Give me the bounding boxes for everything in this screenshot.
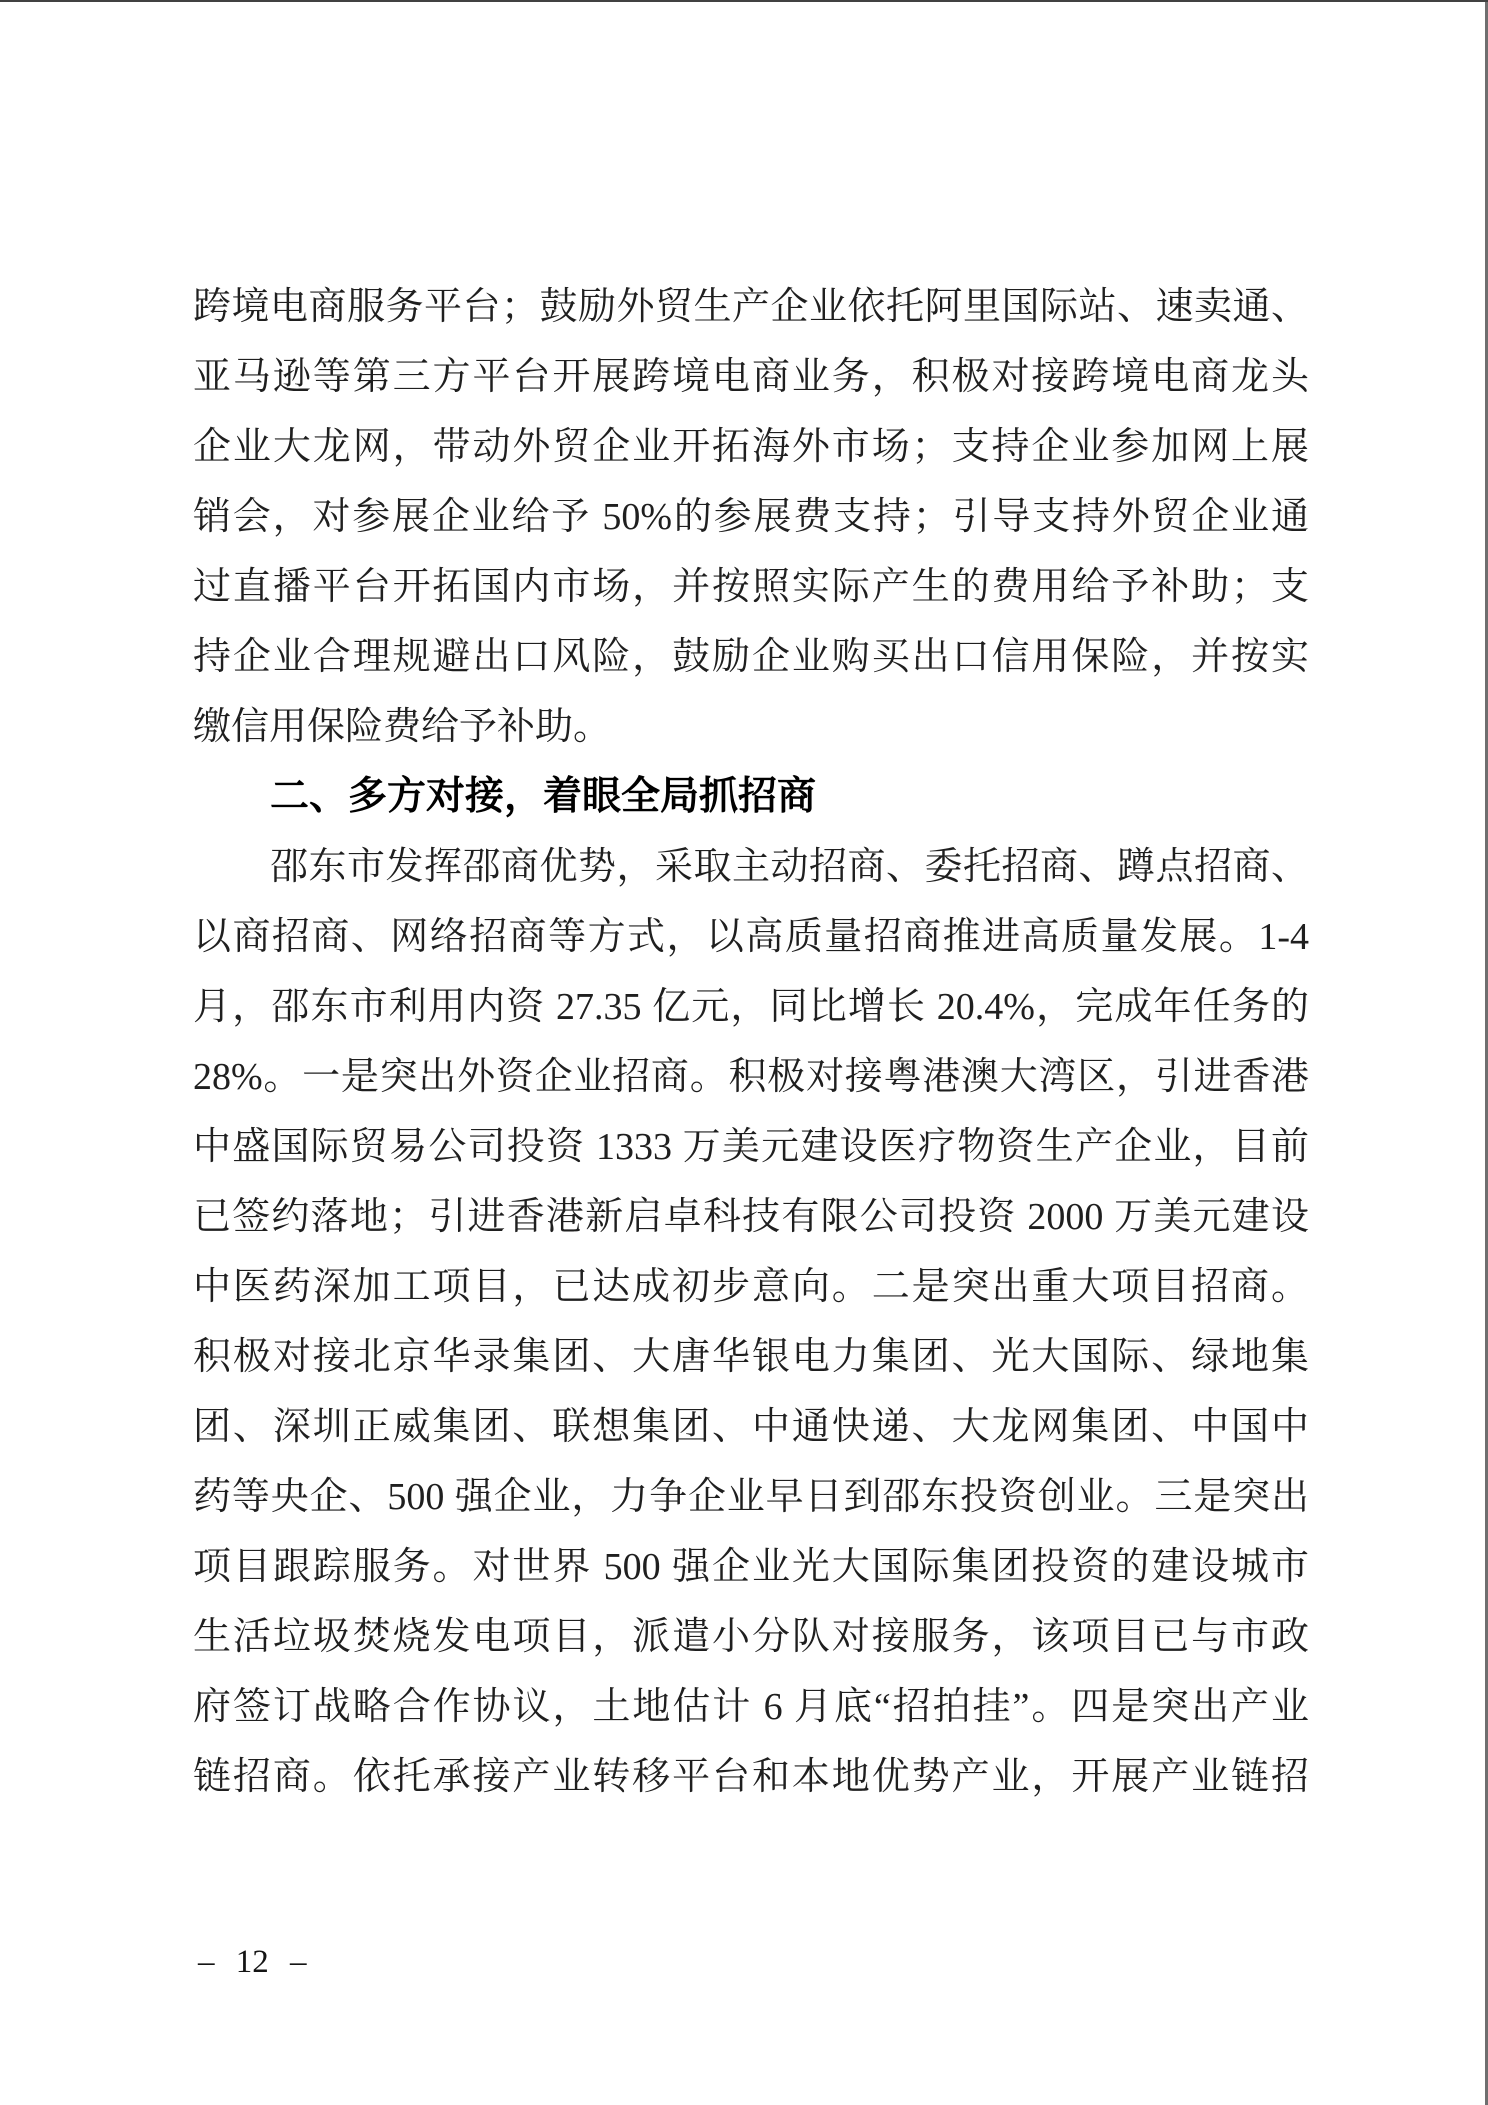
body-line: 月，邵东市利用内资 27.35 亿元，同比增长 20.4%，完成年任务的 (193, 986, 1309, 1028)
body-line: 持企业合理规避出口风险，鼓励企业购买出口信用保险，并按实 (193, 636, 1309, 678)
document-body (193, 272, 1309, 1812)
body-line: 积极对接北京华录集团、大唐华银电力集团、光大国际、绿地集 (193, 1336, 1309, 1378)
body-line: 府签订战略合作协议，土地估计 6 月底“招拍挂”。四是突出产业 (193, 1686, 1309, 1728)
body-line: 团、深圳正威集团、联想集团、中通快递、大龙网集团、中国中 (193, 1406, 1309, 1448)
body-line: 企业大龙网，带动外贸企业开拓海外市场；支持企业参加网上展 (193, 426, 1309, 468)
body-line: 生活垃圾焚烧发电项目，派遣小分队对接服务，该项目已与市政 (193, 1616, 1309, 1658)
body-line: 以商招商、网络招商等方式，以高质量招商推进高质量发展。1-4 (193, 916, 1309, 958)
body-line: 跨境电商服务平台；鼓励外贸生产企业依托阿里国际站、速卖通、 (193, 286, 1309, 328)
body-line: 中盛国际贸易公司投资 1333 万美元建设医疗物资生产企业，目前 (193, 1126, 1309, 1168)
section-heading: 二、多方对接，着眼全局抓招商 (270, 775, 817, 818)
body-line: 项目跟踪服务。对世界 500 强企业光大国际集团投资的建设城市 (193, 1546, 1309, 1588)
body-line: 过直播平台开拓国内市场，并按照实际产生的费用给予补助；支 (193, 566, 1309, 608)
body-line: 已签约落地；引进香港新启卓科技有限公司投资 2000 万美元建设 (193, 1196, 1309, 1238)
body-line: 28%。一是突出外资企业招商。积极对接粤港澳大湾区，引进香港 (193, 1056, 1309, 1098)
body-line: 中医药深加工项目，已达成初步意向。二是突出重大项目招商。 (193, 1266, 1309, 1308)
body-line: 链招商。依托承接产业转移平台和本地优势产业，开展产业链招 (193, 1756, 1309, 1798)
body-line: 药等央企、500 强企业，力争企业早日到邵东投资创业。三是突出 (193, 1476, 1309, 1518)
page-number: – 12 – (198, 1944, 307, 1980)
body-line: 亚马逊等第三方平台开展跨境电商业务，积极对接跨境电商龙头 (193, 356, 1309, 398)
body-line: 销会，对参展企业给予 50%的参展费支持；引导支持外贸企业通 (193, 496, 1309, 538)
body-line: 邵东市发挥邵商优势，采取主动招商、委托招商、蹲点招商、 (270, 846, 1309, 888)
body-line: 缴信用保险费给予补助。 (193, 706, 612, 748)
